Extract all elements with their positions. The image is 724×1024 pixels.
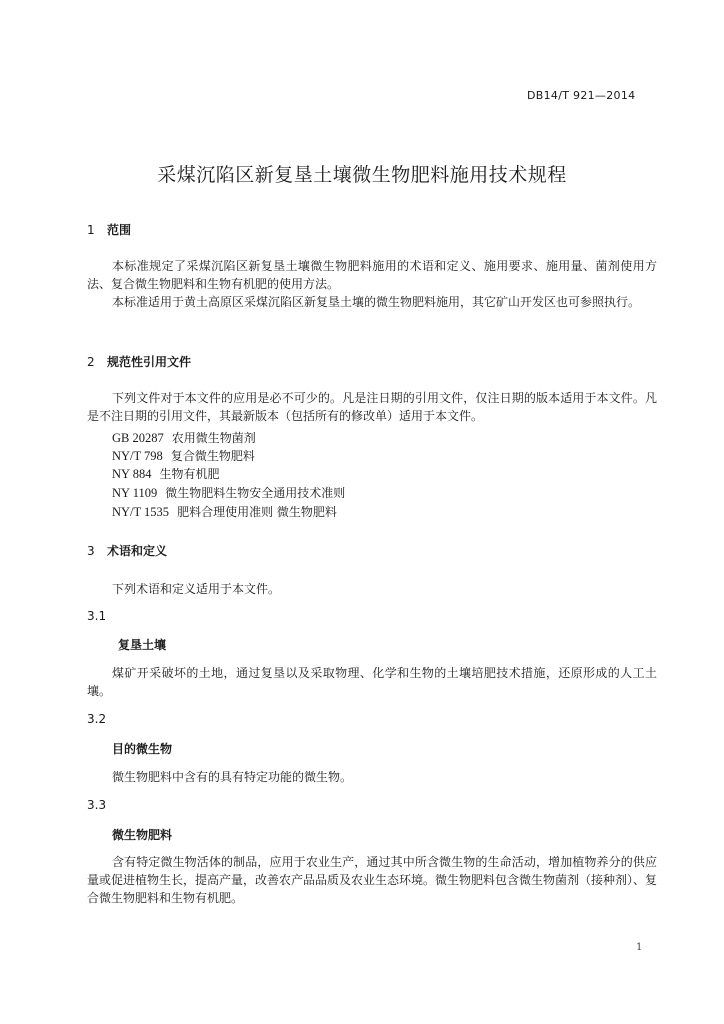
section-title: 术语和定义 [107, 544, 168, 558]
reference-code: NY/T 1535 [112, 505, 170, 519]
term-definition: 含有特定微生物活体的制品，应用于农业生产，通过其中所含微生物的生命活动，增加植物养分的供应量或促进植物生长，提高产量，改善农产品品质及农业生态环境。微生物肥料包含微生物菌剂（接种剂）、复合微生物肥料和生物有机肥。 [87, 855, 658, 905]
section-3-heading [87, 542, 167, 559]
reference-code: NY 884 [112, 467, 152, 481]
term-number: 3.3 [87, 798, 107, 812]
reference-name: 生物有机肥 [159, 467, 220, 481]
section-2-heading [87, 353, 191, 370]
reference-code: GB 20287 [112, 431, 164, 445]
terms-intro: 下列术语和定义适用于本文件。 [112, 582, 281, 596]
section-1-heading [87, 221, 131, 238]
reference-name: 肥料合理使用准则 微生物肥料 [177, 505, 337, 519]
section-number: 1 [87, 223, 95, 237]
section-number: 2 [87, 355, 95, 369]
reference-name: 农用微生物菌剂 [171, 431, 256, 445]
reference-item [112, 503, 337, 520]
page-number: 1 [636, 942, 643, 953]
reference-item [112, 484, 345, 501]
section-number: 3 [87, 544, 95, 558]
term-name: 目的微生物 [112, 742, 173, 756]
section-title: 范围 [107, 223, 132, 237]
term-definition: 微生物肥料中含有的具有特定功能的微生物。 [112, 770, 353, 784]
reference-item [112, 429, 256, 446]
term-number: 3.1 [87, 609, 107, 623]
reference-code: NY/T 798 [112, 449, 163, 463]
scope-paragraph-2: 本标准适用于黄土高原区采煤沉陷区新复垦土壤的微生物肥料施用，其它矿山开发区也可参照执行。 [112, 295, 641, 309]
normative-intro: 下列文件对于本文件的应用是必不可少的。凡是注日期的引用文件，仅注日期的版本适用于本文件。凡是不注日期的引用文件，其最新版本（包括所有的修改单）适用于本文件。 [87, 391, 657, 423]
term-definition: 煤矿开采破坏的土地，通过复垦以及采取物理、化学和生物的土壤培肥技术措施，还原形成的人工土壤。 [87, 666, 657, 698]
scope-paragraph-1: 本标准规定了采煤沉陷区新复垦土壤微生物肥料施用的术语和定义、施用要求、施用量、菌剂使用方法、复合微生物肥料和生物有机肥的使用方法。 [87, 259, 657, 291]
term-name: 微生物肥料 [112, 828, 173, 842]
reference-code: NY 1109 [112, 486, 158, 500]
reference-item [112, 465, 219, 482]
standard-code: DB14/T 921—2014 [527, 89, 636, 102]
section-title: 规范性引用文件 [107, 355, 192, 369]
term-number: 3.2 [87, 712, 107, 726]
reference-name: 微生物肥料生物安全通用技术准则 [165, 486, 346, 500]
document-title: 采煤沉陷区新复垦土壤微生物肥料施用技术规程 [157, 164, 567, 186]
reference-item [112, 447, 255, 464]
reference-name: 复合微生物肥料 [170, 449, 255, 463]
term-name: 复垦土壤 [118, 638, 167, 652]
